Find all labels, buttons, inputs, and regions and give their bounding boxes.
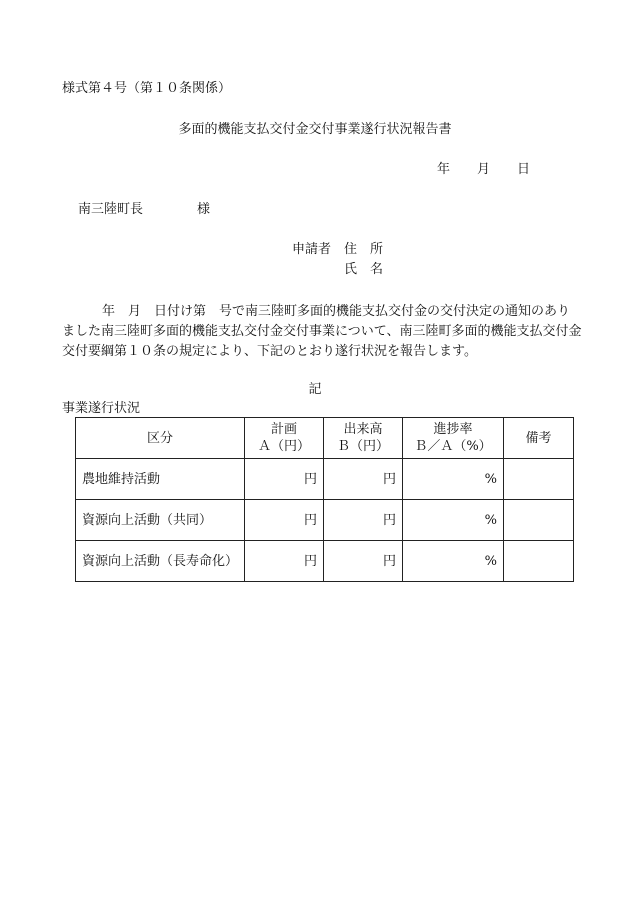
addressee xyxy=(78,202,210,218)
status-table xyxy=(75,417,574,582)
document-title: 多面的機能支払交付金交付事業遂行状況報告書 xyxy=(178,122,452,137)
row-rate: % xyxy=(403,541,504,582)
table-header-row xyxy=(76,418,574,459)
applicant-address-line xyxy=(292,242,383,258)
form-number: 様式第４号（第１０条関係） xyxy=(62,81,232,96)
applicant-address-label: 住 所 xyxy=(344,242,384,257)
report-body xyxy=(62,302,582,362)
addressee-name: 南三陸町長 xyxy=(78,202,144,217)
ki-heading: 記 xyxy=(308,382,322,397)
row-note xyxy=(504,500,574,541)
header-actual-line1: 出来高 xyxy=(343,422,383,437)
row-plan: 円 xyxy=(245,541,324,582)
header-rate-line2: Ｂ／Ａ（%） xyxy=(414,439,492,454)
row-rate: % xyxy=(403,500,504,541)
header-category: 区分 xyxy=(76,418,245,459)
row-plan: 円 xyxy=(245,459,324,500)
row-note xyxy=(504,541,574,582)
date-month: 月 xyxy=(477,162,491,177)
header-rate-line1: 進捗率 xyxy=(433,422,473,437)
header-actual-line2: Ｂ（円） xyxy=(336,439,389,454)
table-row xyxy=(76,541,574,582)
header-note: 備考 xyxy=(504,418,574,459)
date-line xyxy=(437,162,530,178)
date-year: 年 xyxy=(437,162,451,177)
applicant-name-line xyxy=(344,262,383,278)
section-label: 事業遂行状況 xyxy=(62,401,141,416)
header-plan-line2: Ａ（円） xyxy=(257,439,310,454)
header-plan-line1: 計画 xyxy=(270,422,297,437)
header-actual xyxy=(324,418,403,459)
row-plan: 円 xyxy=(245,500,324,541)
addressee-honorific: 様 xyxy=(197,202,211,217)
applicant-label: 申請者 xyxy=(292,242,332,257)
table-row xyxy=(76,459,574,500)
report-body-text: 年 月 日付け第 号で南三陸町多面的機能支払交付金の交付決定の通知のありました南三陸町多面的機能支払交付金交付事業について、南三陸町多面的機能支払交付金交付要綱第１０条の規定により、下記のとおり遂行状況を報告します。 xyxy=(62,304,582,359)
row-note xyxy=(504,459,574,500)
date-day: 日 xyxy=(517,162,531,177)
row-category: 農地維持活動 xyxy=(76,459,245,500)
row-actual: 円 xyxy=(324,541,403,582)
header-rate xyxy=(403,418,504,459)
row-actual: 円 xyxy=(324,459,403,500)
row-actual: 円 xyxy=(324,500,403,541)
row-rate: % xyxy=(403,459,504,500)
row-category: 資源向上活動（長寿命化） xyxy=(76,541,245,582)
row-category: 資源向上活動（共同） xyxy=(76,500,245,541)
applicant-name-label: 氏 名 xyxy=(344,262,384,277)
header-plan xyxy=(245,418,324,459)
table-row xyxy=(76,500,574,541)
